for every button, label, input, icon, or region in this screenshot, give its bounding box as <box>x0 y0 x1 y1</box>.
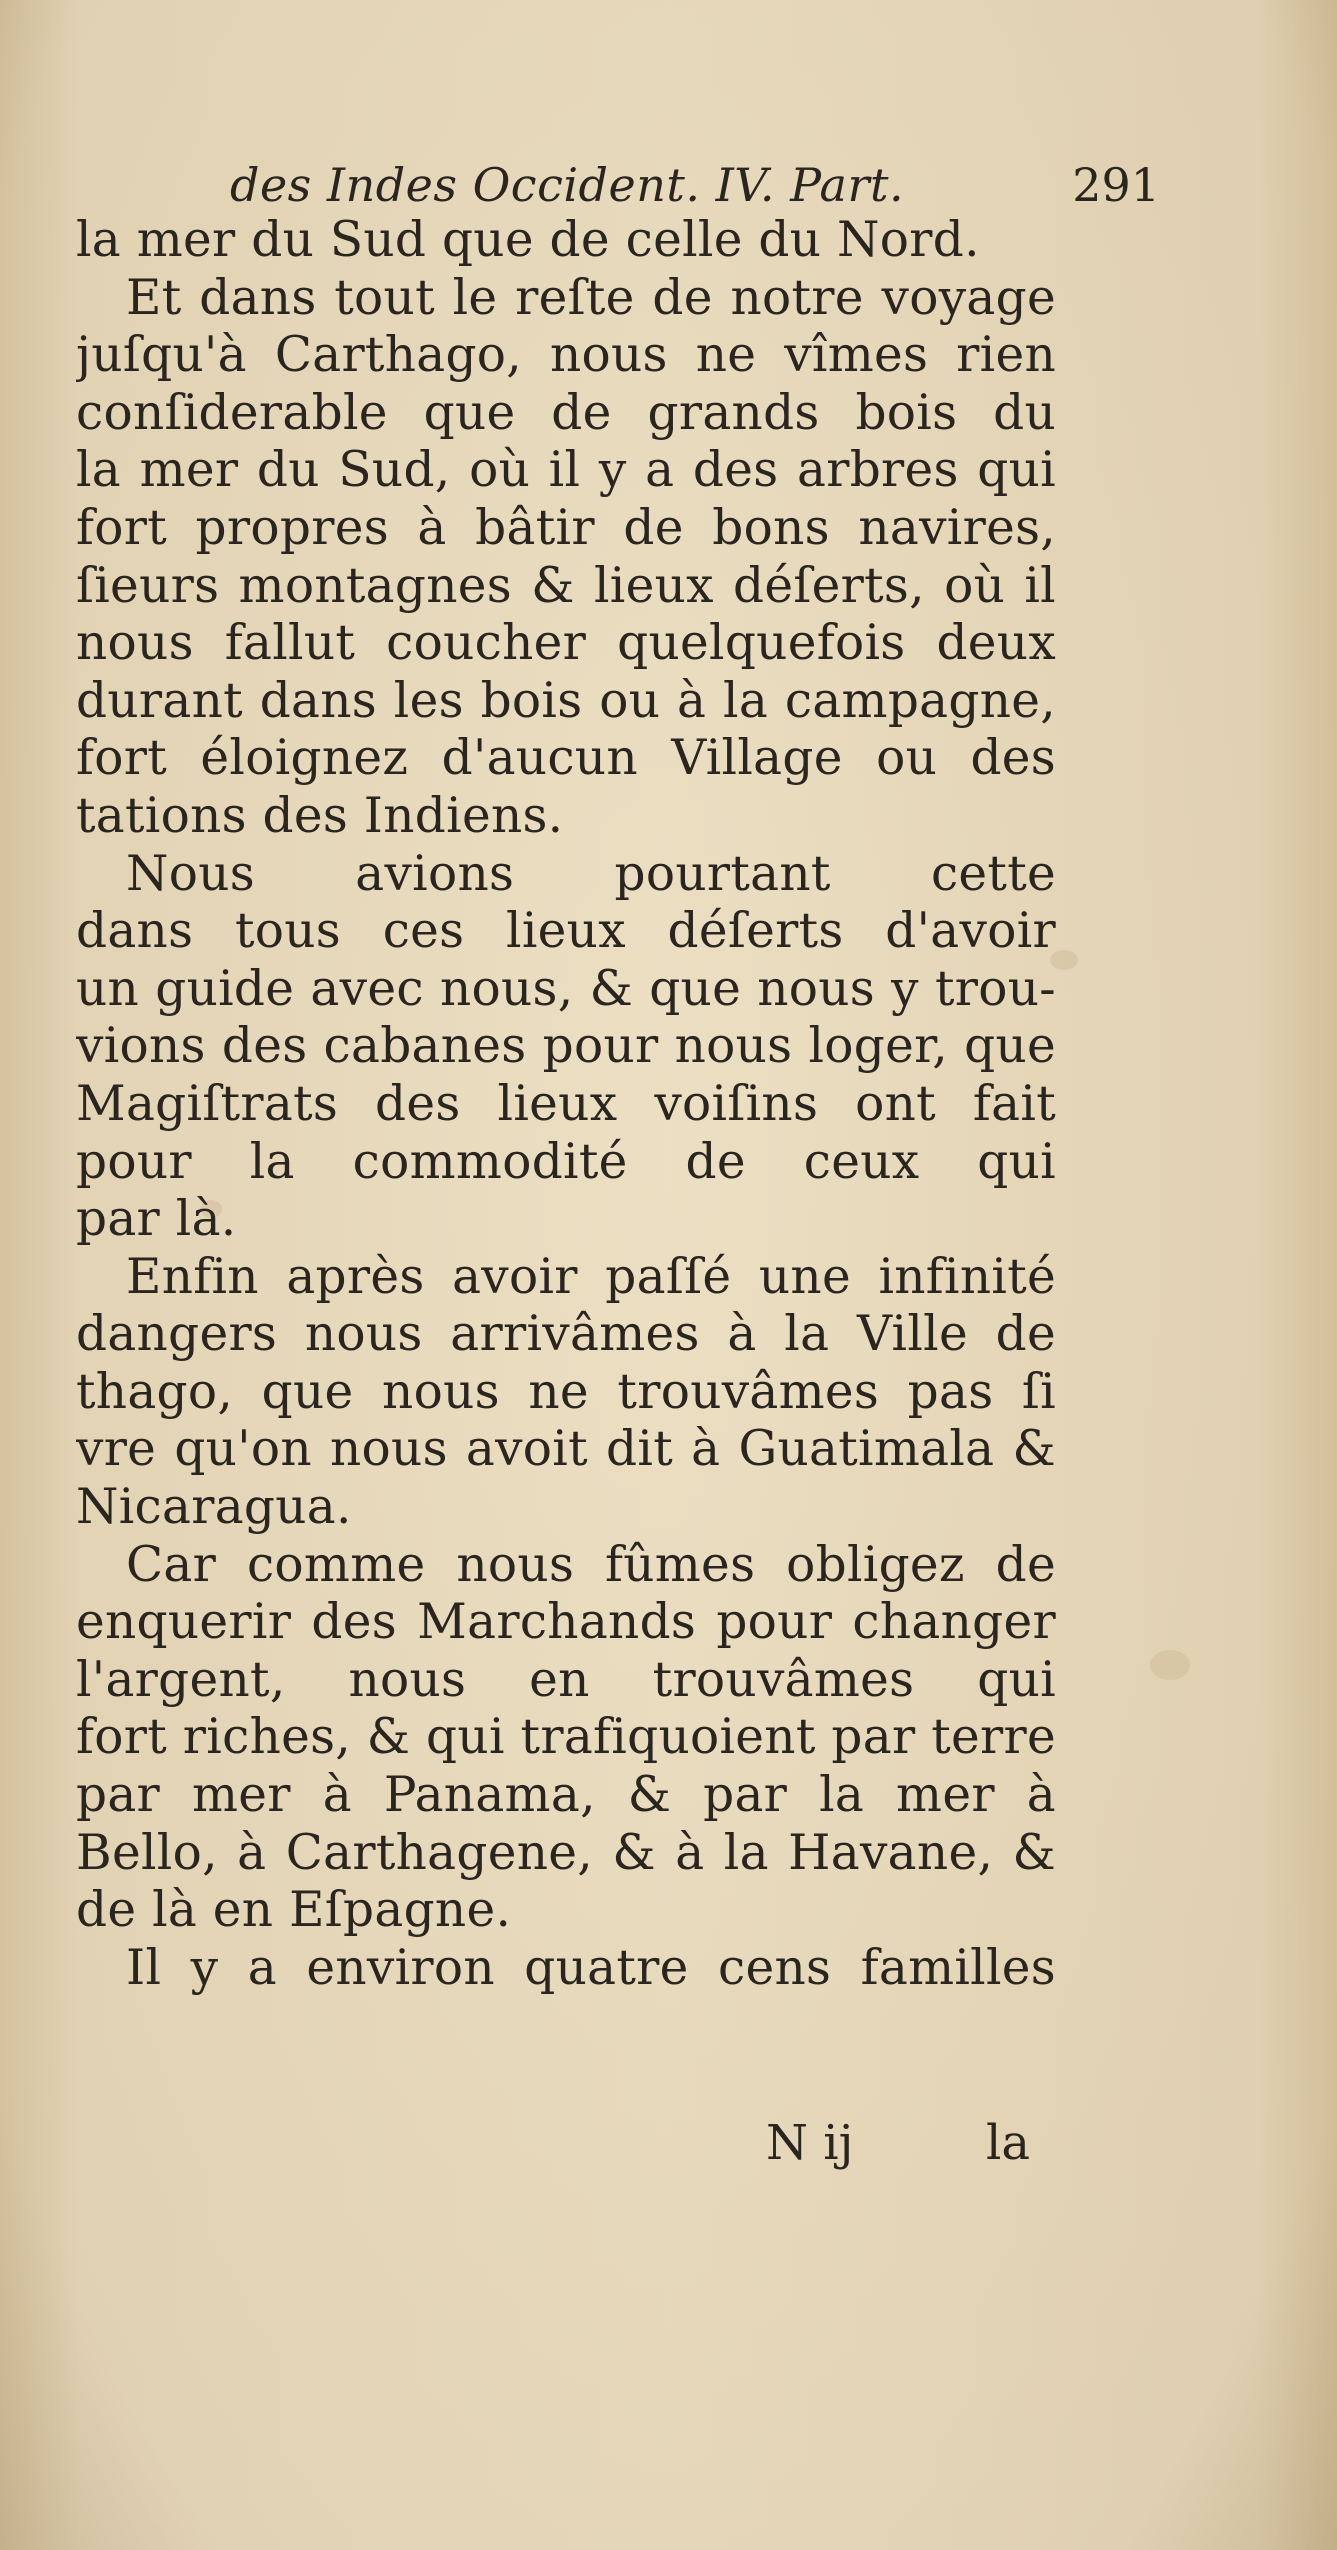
text-line: conſiderable que de grands bois du <box>76 384 1056 441</box>
text-line: par mer à Panama, & par la mer à <box>76 1767 1056 1824</box>
text-line: Il y a environ quatre cens familles <box>126 1939 1056 1996</box>
text-line: vions des cabanes pour nous loger, que <box>76 1018 1056 1075</box>
text-line: tations des Indiens. <box>76 787 564 844</box>
text-line: thago, que nous ne trouvâmes pas ſi <box>76 1363 1056 1420</box>
text-line: Nous avions pourtant cette <box>126 845 1056 902</box>
text-line: ſieurs montagnes & lieux déſerts, où il <box>76 557 1056 614</box>
paper-stain <box>1150 1650 1190 1680</box>
text-line: nous fallut coucher quelquefois deux <box>76 615 1056 672</box>
text-line: Car comme nous fûmes obligez de <box>126 1536 1056 1593</box>
text-line: fort éloignez d'aucun Village ou des <box>76 730 1056 787</box>
text-line: fort propres à bâtir de bons navires, <box>76 499 1056 556</box>
signature-mark: N ij <box>766 2115 854 2171</box>
text-line: fort riches, & qui trafiquoient par terre <box>76 1709 1056 1766</box>
page-header <box>230 150 1160 220</box>
text-line: Nicaragua. <box>76 1479 352 1536</box>
text-line: dangers nous arrivâmes à la Ville de <box>76 1306 1056 1363</box>
catchword: la <box>986 2115 1030 2171</box>
page-number: 291 <box>1072 158 1160 212</box>
page-footer <box>76 2113 1056 2173</box>
text-line: Enfin après avoir paſſé une infinité <box>126 1248 1056 1305</box>
text-line: Magiſtrats des lieux voiſins ont fait <box>76 1075 1056 1132</box>
body-text <box>76 212 1056 1997</box>
text-line: durant dans les bois ou à la campagne, <box>76 672 1056 729</box>
text-line: enquerir des Marchands pour changer <box>76 1594 1056 1651</box>
text-line: la mer du Sud que de celle du Nord. <box>76 212 980 268</box>
text-line: Bello, à Carthagene, & à la Havane, & <box>76 1824 1056 1881</box>
text-line: un guide avec nous, & que nous y trou- <box>76 960 1056 1017</box>
text-line: l'argent, nous en trouvâmes qui <box>76 1651 1056 1708</box>
running-title: des Indes Occident. IV. Part. <box>230 158 905 212</box>
text-line: par là. <box>76 1191 237 1248</box>
text-line: la mer du Sud, où il y a des arbres qui <box>76 442 1056 499</box>
text-line: Et dans tout le reſte de notre voyage <box>126 269 1056 326</box>
text-line: pour la commodité de ceux qui <box>76 1133 1056 1190</box>
text-line: juſqu'à Carthago, nous ne vîmes rien <box>76 327 1056 384</box>
text-line: vre qu'on nous avoit dit à Guatimala & <box>76 1421 1056 1478</box>
text-line: de là en Eſpagne. <box>76 1882 512 1939</box>
text-line: dans tous ces lieux déſerts d'avoir <box>76 903 1056 960</box>
